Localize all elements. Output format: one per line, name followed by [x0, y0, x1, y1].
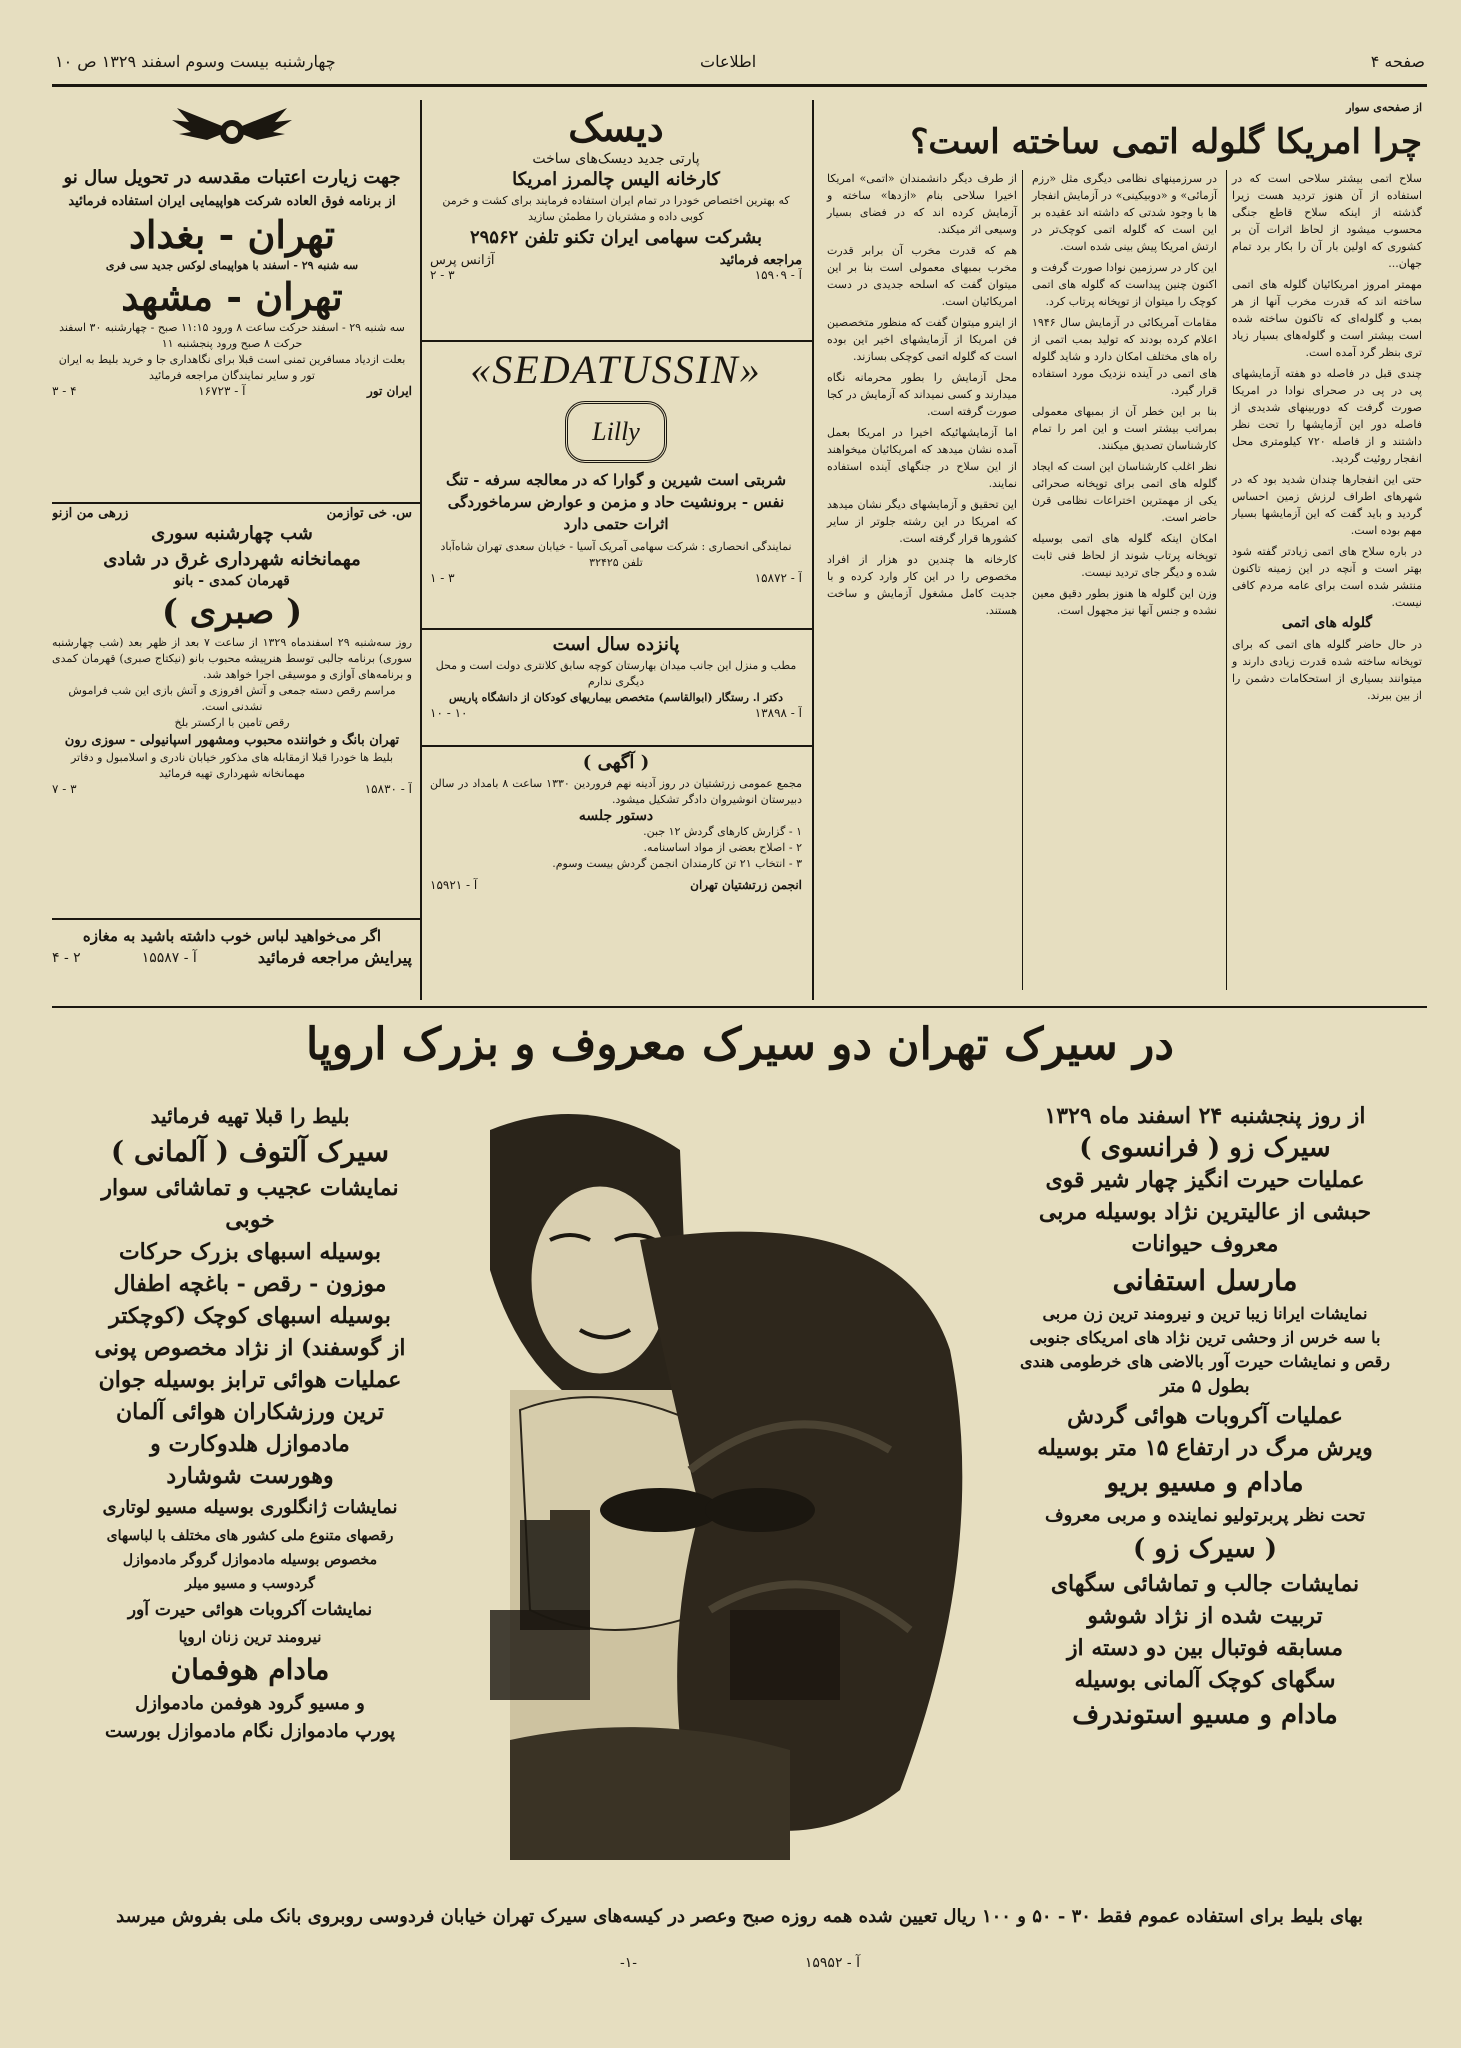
- ad-code: آ - ۱۵۹۲۱: [430, 878, 478, 892]
- ad-code: ۳ - ۲: [430, 268, 455, 282]
- ad-notice-footer: [430, 878, 802, 892]
- circus-line: و مسیو گرود هوفمن مادموازل: [135, 1693, 365, 1714]
- paper-name: اطلاعات: [700, 52, 757, 71]
- circus-line: نمایشات ایرانا زیبا ترین و نیرومند ترین زن مربی: [1042, 1304, 1368, 1323]
- ad-airline-note: بعلت ازدیاد مسافرین تمنی است قبلا برای نگاهداری جا و خرید بلیط به ایران تور و سایر نمایندگان مراجعه فرمائید: [58, 353, 406, 382]
- ad-code: ۳ - ۷: [52, 782, 77, 796]
- ad-notice: [430, 750, 802, 1000]
- circus-zoo-column: [995, 1100, 1415, 1734]
- article-headline: چرا امریکا گلوله اتمی ساخته است؟: [910, 122, 1422, 162]
- ad-sedatussin-codes: [430, 571, 802, 585]
- circus-line: وهورست شوشارد: [166, 1463, 334, 1489]
- ad-party-singer: تهران بانگ و خواننده محبوب ومشهور اسپانیولی - سوزی رون: [64, 733, 400, 748]
- circus-line: مسابقه فوتبال بین دو دسته از: [1066, 1635, 1344, 1661]
- circus-line: مادموازل هلدوکارت و: [150, 1431, 350, 1457]
- article-kicker: از صفحه‌ی سوار: [1346, 101, 1422, 114]
- performer-photo: [430, 1090, 990, 1860]
- ad-notice-signature: انجمن زرتشتیان تهران: [690, 878, 802, 892]
- ad-airline-route1: تهران - بغداد: [128, 212, 336, 257]
- ad-party-top-left: زرهی من ازنو: [52, 506, 129, 521]
- ad-doctor: [430, 632, 802, 742]
- ad-party: [52, 506, 412, 916]
- circus-line: از گوسفند) از نژاد مخصوص پونی: [94, 1335, 406, 1361]
- paragraph: سلاح اتمی بیشتر سلاحی است که در استفاده از آن هنوز تردید هست زیرا گذشته از اینکه سلاح قاطع جنگی محسوب میشود از لحاظ اثرات آن بر کشوری که اولین بار آن را بکار برد تمام جهان...: [1232, 172, 1422, 270]
- circus-line: نمایشات جالب و تماشائی سگهای: [1050, 1571, 1360, 1597]
- article-column-2: [1032, 170, 1217, 623]
- circus-line: سیرک آلتوف ( آلمانی ): [110, 1135, 390, 1168]
- ad-party-codes: [52, 782, 412, 796]
- circus-line: نمایشات عجیب و تماشائی سوار خوبی: [101, 1175, 399, 1233]
- circus-line: پورپ مادموازل نگام مادموازل بورست: [104, 1721, 396, 1742]
- paragraph: در حال حاضر گلوله های اتمی که برای توپخانه ساخته شده قدرت زیادی دارند و میتوانند بسیاری از استحکامات دشمن را از بین ببرند.: [1232, 638, 1422, 702]
- paragraph: اما آزمایشهائیکه اخیرا در امریکا بعمل آمده نشان میدهد که امریکائیان میخواهند از این سلاح در جنگهای آینده استفاده نمایند.: [827, 426, 1017, 490]
- circus-line: از روز پنجشنبه ۲۴ اسفند ماه ۱۳۲۹: [1044, 1103, 1366, 1129]
- ad-tailor-line1: اگر می‌خواهید لباس خوب داشته باشید به مغازه: [82, 927, 382, 945]
- ad-disk-subtitle: پارتی جدید دیسک‌های ساخت: [532, 151, 700, 167]
- ad-code: آ - ۱۳۸۹۸: [754, 706, 802, 720]
- circus-line: نمایشات ژانگلوری بوسیله مسیو لوتاری: [102, 1497, 398, 1518]
- ad-disk: [430, 105, 802, 335]
- circus-line: معروف حیوانات: [1131, 1231, 1279, 1257]
- circus-banner: در سیرک تهران دو سیرک معروف و بزرک اروپا: [306, 1019, 1174, 1070]
- ad-disk-company: بشرکت سهامی ایران تکنو تلفن ۲۹۵۶۲: [469, 227, 763, 248]
- circus-line: مارسل استفانی: [1112, 1264, 1298, 1297]
- ad-party-top-right: س. خی توازمن: [326, 506, 412, 521]
- paragraph: مقامات آمریکائی در آزمایش سال ۱۹۴۶ اعلام کرده بودند که تولید بمب اتمی از راه های مختلف امکان دارد و شاید گلوله های اتمی در آینده نزدیک مورد استفاده قرار گیرد.: [1032, 316, 1217, 397]
- performer-photo-image: [430, 1090, 990, 1860]
- article-column-1: [1232, 170, 1422, 708]
- issue-date: چهارشنبه بیست وسوم اسفند ۱۳۲۹ ص ۱۰: [55, 52, 336, 71]
- column-divider: [420, 100, 422, 1000]
- ad-notice-item: ۳ - انتخاب ۲۱ تن کارمندان انجمن گردش بیست وسوم.: [552, 857, 802, 870]
- ad-code: آ - ۱۶۷۲۳: [198, 384, 246, 398]
- ad-notice-agenda-title: دستور جلسه: [578, 808, 654, 824]
- ad-party-hero: قهرمان کمدی - بانو: [174, 573, 290, 589]
- circus-codes: [620, 1955, 860, 1971]
- circus-line: مخصوص بوسیله مادموازل گروگر مادموازل: [122, 1552, 378, 1568]
- circus-line: بطول ۵ متر: [1160, 1376, 1250, 1397]
- ad-party-band: رقص تامین با ارکستر بلخ: [174, 716, 290, 729]
- section-rule: [422, 745, 812, 747]
- paragraph: چندی قبل در فاصله دو هفته آزمایشهای پی در پی در صحرای نوادا در امریکا صورت گرفت که دوربینهای شدیدی از فاصله دور این آزمایشها را تحت نظر داشتند و از فاصله ۷۲۰ کیلومتری محل انفجار روئیت گردید.: [1232, 367, 1422, 465]
- ad-doctor-codes: [430, 706, 802, 720]
- circus-line: سگهای کوچک آلمانی بوسیله: [1074, 1667, 1336, 1693]
- section-rule: [52, 918, 420, 920]
- ad-doctor-body: مطب و منزل این جانب میدان بهارستان کوچه سابق کلانتری دولت است و محل دیگری ندارم: [435, 659, 797, 688]
- ad-code: ۳ - ۱: [430, 571, 455, 585]
- winged-emblem-icon: [167, 100, 297, 160]
- column-divider: [1022, 170, 1023, 990]
- ad-sedatussin-brand: «SEDATUSSIN»: [470, 347, 762, 392]
- ad-tailor-footer: [52, 948, 412, 967]
- paragraph: در باره سلاح های اتمی زیادتر گفته شود بهتر است و آنچه در این زمینه تاکنون منتشر شده است برای عامه مردم کافی نیست.: [1232, 545, 1422, 609]
- circus-line: رقص و نمایشات حیرت آور بالاضی های خرطومی هندی: [1019, 1352, 1391, 1371]
- ad-disk-maker: کارخانه الیس چالمرز امریکا: [512, 169, 720, 190]
- ad-code: آ - ۱۵۵۸۷: [141, 949, 197, 966]
- ad-party-tickets: بلیط ها خودرا قبلا ازمقابله های مذکور خیابان نادری و اسلامبول و دفاتر مهمانخانه شهرداری تهیه فرمائید: [70, 751, 394, 780]
- ad-notice-title: ( آگهی ): [582, 752, 650, 773]
- circus-line: مادام و مسیو بریو: [1106, 1468, 1304, 1498]
- paragraph: محل آزمایش را بطور محرمانه نگاه میدارند و کسی نمیداند که آزمایش در کجا صورت گرفته است.: [827, 371, 1017, 418]
- circus-line: مادام هوفمان: [170, 1653, 330, 1686]
- ad-airline-headline: جهت زیارت اعتبات مقدسه در تحویل سال نو: [63, 167, 401, 188]
- ad-code: آ - ۱۵۹۰۹: [754, 268, 802, 282]
- circus-altof-column: [80, 1100, 420, 1746]
- circus-line: ویرش مرگ در ارتفاع ۱۵ متر بوسیله: [1037, 1435, 1373, 1461]
- ad-notice-item: ۲ - اصلاح بعضی از مواد اساسنامه.: [643, 841, 802, 854]
- circus-line: بوسیله اسبهای بزرک حرکات: [118, 1239, 382, 1265]
- circus-line: بوسیله اسبهای کوچک (کوچکتر: [109, 1303, 391, 1329]
- ad-airline-route1-info: سه شنبه ۲۹ - اسفند با هواپیمای لوکس جدید سی فری: [105, 259, 359, 272]
- page-mark: -۱-: [620, 1955, 637, 1971]
- ad-sedatussin: [430, 345, 802, 625]
- column-divider: [812, 100, 814, 1000]
- lilly-logo: [565, 401, 667, 463]
- paragraph: امکان اینکه گلوله های اتمی بوسیله توپخانه پرتاب شوند از لحاظ فنی ثابت شده و دیگر جای تردید نیست.: [1032, 532, 1217, 579]
- paragraph: هم که قدرت مخرب آن برابر قدرت مخرب بمبهای معمولی است بنا بر این میتوان گفت که اسلحه جدیدی در دست امریکائیان است.: [827, 244, 1017, 308]
- article: [822, 100, 1422, 1000]
- circus-line: ( سیرک زو ): [1132, 1534, 1278, 1564]
- ad-disk-refer: مراجعه فرمائید: [719, 253, 802, 268]
- ad-sedatussin-body: شربتی است شیرین و گوارا که در معالجه سرفه - تنگ نفس - برونشیت حاد و مزمن و عوارض سرماخوردگی اثرات حتمی دارد: [445, 471, 787, 533]
- paragraph: از طرف دیگر دانشمندان «اتمی» امریکا اخیرا سلاحی بنام «ازدها» ساخته و آزمایش کرده اند که در فضای بسیار وسیعی اثر میکند.: [827, 172, 1017, 236]
- ad-code: ۲ - ۴: [52, 949, 81, 966]
- ad-airline-codes: [52, 384, 412, 398]
- circus-line: نمایشات آکروبات هوائی حیرت آور: [127, 1600, 373, 1620]
- circus-line: عملیات حیرت انگیز چهار شیر قوی: [1045, 1167, 1365, 1193]
- circus-footer: بهای بلیط برای استفاده عموم فقط ۳۰ - ۵۰ و ۱۰۰ ریال تعیین شده همه روزه صبح وعصر در کیسه‌های سیرک تهران خیابان فردوسی روبروی بانک ملی بفروش میرسد: [116, 1906, 1363, 1927]
- column-divider: [1226, 170, 1227, 990]
- ad-tailor-line2: پیرایش مراجعه فرمائید: [257, 948, 412, 967]
- section-rule: [52, 1006, 1427, 1008]
- ad-sedatussin-dealer: نمایندگی انحصاری : شرکت سهامی آمریک آسیا - خیابان سعدی تهران شاه‌آباد تلفن ۳۲۴۲۵: [440, 540, 792, 569]
- ad-tailor: [52, 924, 412, 996]
- ad-code: ۴ - ۳: [52, 384, 77, 398]
- paragraph: حتی این انفجارها چندان شدید بود که در شهرهای اطراف لرزش زمین احساس گردید و باید گفت که این آزمایشها بسیار مهم بوده است.: [1232, 473, 1422, 537]
- circus-line: گردوسب و مسیو میلر: [185, 1576, 315, 1592]
- paragraph: کارخانه ها چندین دو هزار از افراد مخصوص را در این کار وارد کرده و با جدیت کامل مشغول آزمایش و ساخت هستند.: [827, 553, 1017, 617]
- ad-party-venue: مهمانخانه شهرداری غرق در شادی: [103, 549, 361, 570]
- circus-line: عملیات آکروبات هوائی گردش: [1067, 1403, 1343, 1429]
- ad-party-name: ( صبری ): [161, 592, 303, 632]
- section-rule: [422, 628, 812, 630]
- ad-disk-codes: [430, 268, 802, 282]
- section-rule: [422, 340, 812, 342]
- circus-line: موزون - رقص - باغچه اطفال: [113, 1271, 387, 1297]
- ad-airline-route2-info: سه شنبه ۲۹ - اسفند حرکت ساعت ۸ ورود ۱۱:۱۵ صبح - چهارشنبه ۳۰ اسفند حرکت ۸ صبح ورود پنجشنبه ۱۱: [59, 321, 405, 350]
- ad-disk-footer: [430, 253, 802, 268]
- paragraph: از اینرو میتوان گفت که منظور متخصصین فن امریکا از آزمایشهای اخیر این بوده است که گلوله اتمی کوچکی بسازند.: [827, 316, 1017, 363]
- section-rule: [52, 502, 420, 504]
- ad-airline-route2: تهران - مشهد: [121, 274, 343, 319]
- ad-disk-body: که بهترین اختصاص خودرا در تمام ایران استفاده فرمایند برای کشت و خرمن کوبی داده و مشتریان را مطمئن سازید: [442, 194, 790, 223]
- paragraph: بنا بر این خطر آن از بمبهای معمولی بمراتب بیشتر است و این امر را تمام کارشناسان تصدیق میکنند.: [1032, 405, 1217, 452]
- ad-code: آ - ۱۵۸۷۲: [754, 571, 802, 585]
- article-column-3: [827, 170, 1017, 623]
- circus-line: با سه خرس از وحشی ترین نژاد های امریکای جنوبی: [1029, 1328, 1381, 1347]
- page-header: [55, 52, 1425, 82]
- lilly-logo-text: Lilly: [592, 417, 640, 446]
- subheading: گلوله های اتمی: [1281, 615, 1373, 631]
- ad-notice-body: مجمع عمومی زرتشتیان در روز آدینه نهم فروردین ۱۳۳۰ ساعت ۸ بامداد در سالن دبیرستان انوشیروان دادگر تشکیل میشود.: [430, 777, 802, 806]
- ad-disk-title: دیسک: [568, 105, 664, 150]
- ad-party-body: روز سه‌شنبه ۲۹ اسفندماه ۱۳۲۹ از ساعت ۷ بعد از ظهر بعد (شب چهارشنبه سوری) برنامه جالبی توسط هنرپیشه محبوب بانو (نیکتاج صبری) قهرمان کمدی و برنامه‌های آوازی و موسیقی اجرا خواهد شد.: [52, 636, 412, 681]
- circus-line: مادام و مسیو استوندرف: [1072, 1700, 1338, 1730]
- circus-line: تربیت شده از نژاد شوشو: [1087, 1603, 1323, 1629]
- header-rule: [52, 84, 1427, 87]
- ad-disk-agency: آژانس پرس: [430, 253, 495, 268]
- circus-line: حبشی از عالیترین نژاد بوسیله مربی: [1038, 1199, 1372, 1225]
- paragraph: این کار در سرزمین نوادا صورت گرفت و اکنون چنین پیداست که گلوله های اتمی کوچک را میتوان از توپخانه پرتاب کرد.: [1032, 261, 1217, 308]
- ad-party-top: [52, 506, 412, 521]
- paragraph: در سرزمینهای نظامی دیگری مثل «رزم آزمائی» و «دوبیکینی» در آزمایش انفجار ها با وجود شدتی که داشته اند عقیده بر این است که گلوله اتمی کوچک‌تر در ارتش امریکا پیش بینی شده است.: [1032, 172, 1217, 253]
- ad-party-line2: مراسم رقص دسته جمعی و آتش افروزی و آتش بازی این شب فراموش نشدنی است.: [68, 684, 396, 713]
- ad-notice-item: ۱ - گزارش کارهای گردش ۱۲ جبن.: [643, 825, 802, 838]
- ad-code: ۱۰ - ۱۰: [430, 706, 468, 720]
- circus-line: تحت نظر پربرتولیو نماینده و مربی معروف: [1044, 1505, 1366, 1526]
- circus-line: سیرک زو ( فرانسوی ): [1079, 1133, 1331, 1163]
- circus-line: رقصهای متنوع ملی کشور های مختلف با لباسهای: [106, 1528, 394, 1544]
- circus-line: عملیات هوائی ترابز بوسیله جوان: [98, 1367, 402, 1393]
- paragraph: نظر اغلب کارشناسان این است که ایجاد گلوله های اتمی برای توپخانه صحرائی یکی از مهمترین اختراعات نظامی قرن حاضر است.: [1032, 460, 1217, 524]
- ad-airline-line: از برنامه فوق العاده شرکت هواپیمایی ایران استفاده فرمائید: [68, 194, 396, 209]
- ad-code: آ - ۱۵۹۵۲: [804, 1955, 860, 1971]
- circus-line: نیرومند ترین زنان اروپا: [178, 1628, 322, 1646]
- ad-airline: [52, 100, 412, 500]
- circus-line: ترین ورزشکاران هوائی آلمان: [115, 1399, 385, 1425]
- paragraph: این تحقیق و آزمایشهای دیگر نشان میدهد که امریکا در این رشته جلوتر از سایر کشورها قرار گرفته است.: [827, 498, 1017, 545]
- paragraph: وزن این گلوله ها هنوز بطور دقیق معین نشده و جنس آنها نیز مجهول است.: [1032, 587, 1217, 617]
- paragraph: مهمتر امروز امریکائیان گلوله های اتمی ساخته اند که قدرت مخرب آنها از هر بمب و گلوله‌ای که تاکنون ساخته شده است بیشتر است و گلوله‌های بسیار زیاد تری بنظر گرد آمده است.: [1232, 278, 1422, 359]
- ad-airline-agency: ایران تور: [367, 384, 412, 398]
- ad-party-title: شب چهارشنبه سوری: [151, 523, 313, 544]
- page-number: صفحه ۴: [1370, 52, 1425, 71]
- circus-line: بلیط را قبلا تهیه فرمائید: [150, 1104, 350, 1128]
- ad-code: آ - ۱۵۸۳۰: [364, 782, 412, 796]
- ad-doctor-title: پانزده سال است: [552, 634, 680, 655]
- ad-doctor-name: دکتر ا. رستگار (ابوالقاسم) متخصص بیماریهای کودکان از دانشگاه پاریس: [448, 691, 784, 704]
